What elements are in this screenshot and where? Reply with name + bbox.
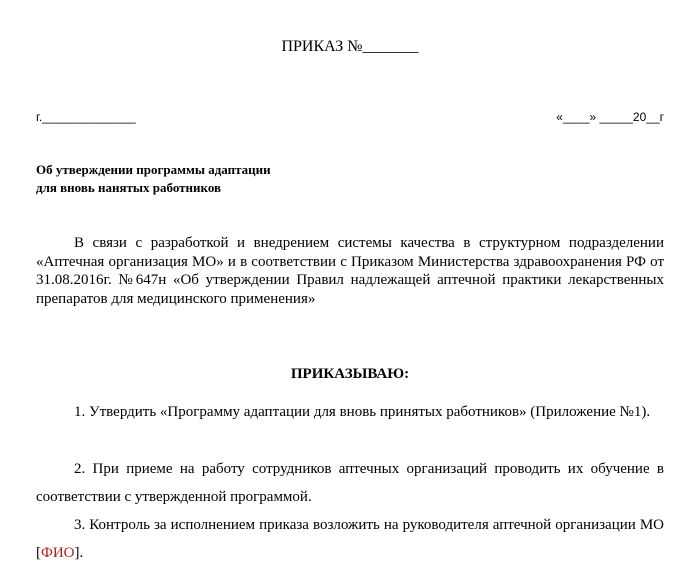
order-item-2: 2. При приеме на работу сотрудников аптечных организаций проводить их обучение в соответствии с утвержденной программой.	[36, 461, 664, 505]
subject-line-2: для вновь нанятых работников	[36, 180, 222, 195]
document-subject	[36, 161, 271, 197]
document-title: ПРИКАЗ №_______	[281, 38, 419, 55]
intro-paragraph: В связи с разработкой и внедрением системы качества в структурном подразделении «Аптечная организация МО» и в соответствии с Приказом Министерства здравоохранения РФ от 31.08.2016г. №647н «Об утверждении Правил надлежащей аптечной практики лекарственных препаратов для медицинского применения»	[36, 235, 664, 307]
subject-line-1: Об утверждении программы адаптации	[36, 162, 271, 177]
date-field: «____» _____20__г	[556, 110, 664, 124]
order-item-3-end: ].	[74, 545, 84, 561]
order-heading: ПРИКАЗЫВАЮ:	[290, 366, 410, 382]
fio-placeholder: ФИО	[41, 545, 75, 561]
order-item-3-text: 3. Контроль за исполнением приказа возложить на руководителя аптечной организации МО [	[36, 517, 664, 561]
order-item-3	[36, 511, 664, 567]
order-item-1: 1. Утвердить «Программу адаптации для вновь принятых работников» (Приложение №1).	[74, 404, 651, 420]
city-field: г.______________	[36, 110, 136, 124]
